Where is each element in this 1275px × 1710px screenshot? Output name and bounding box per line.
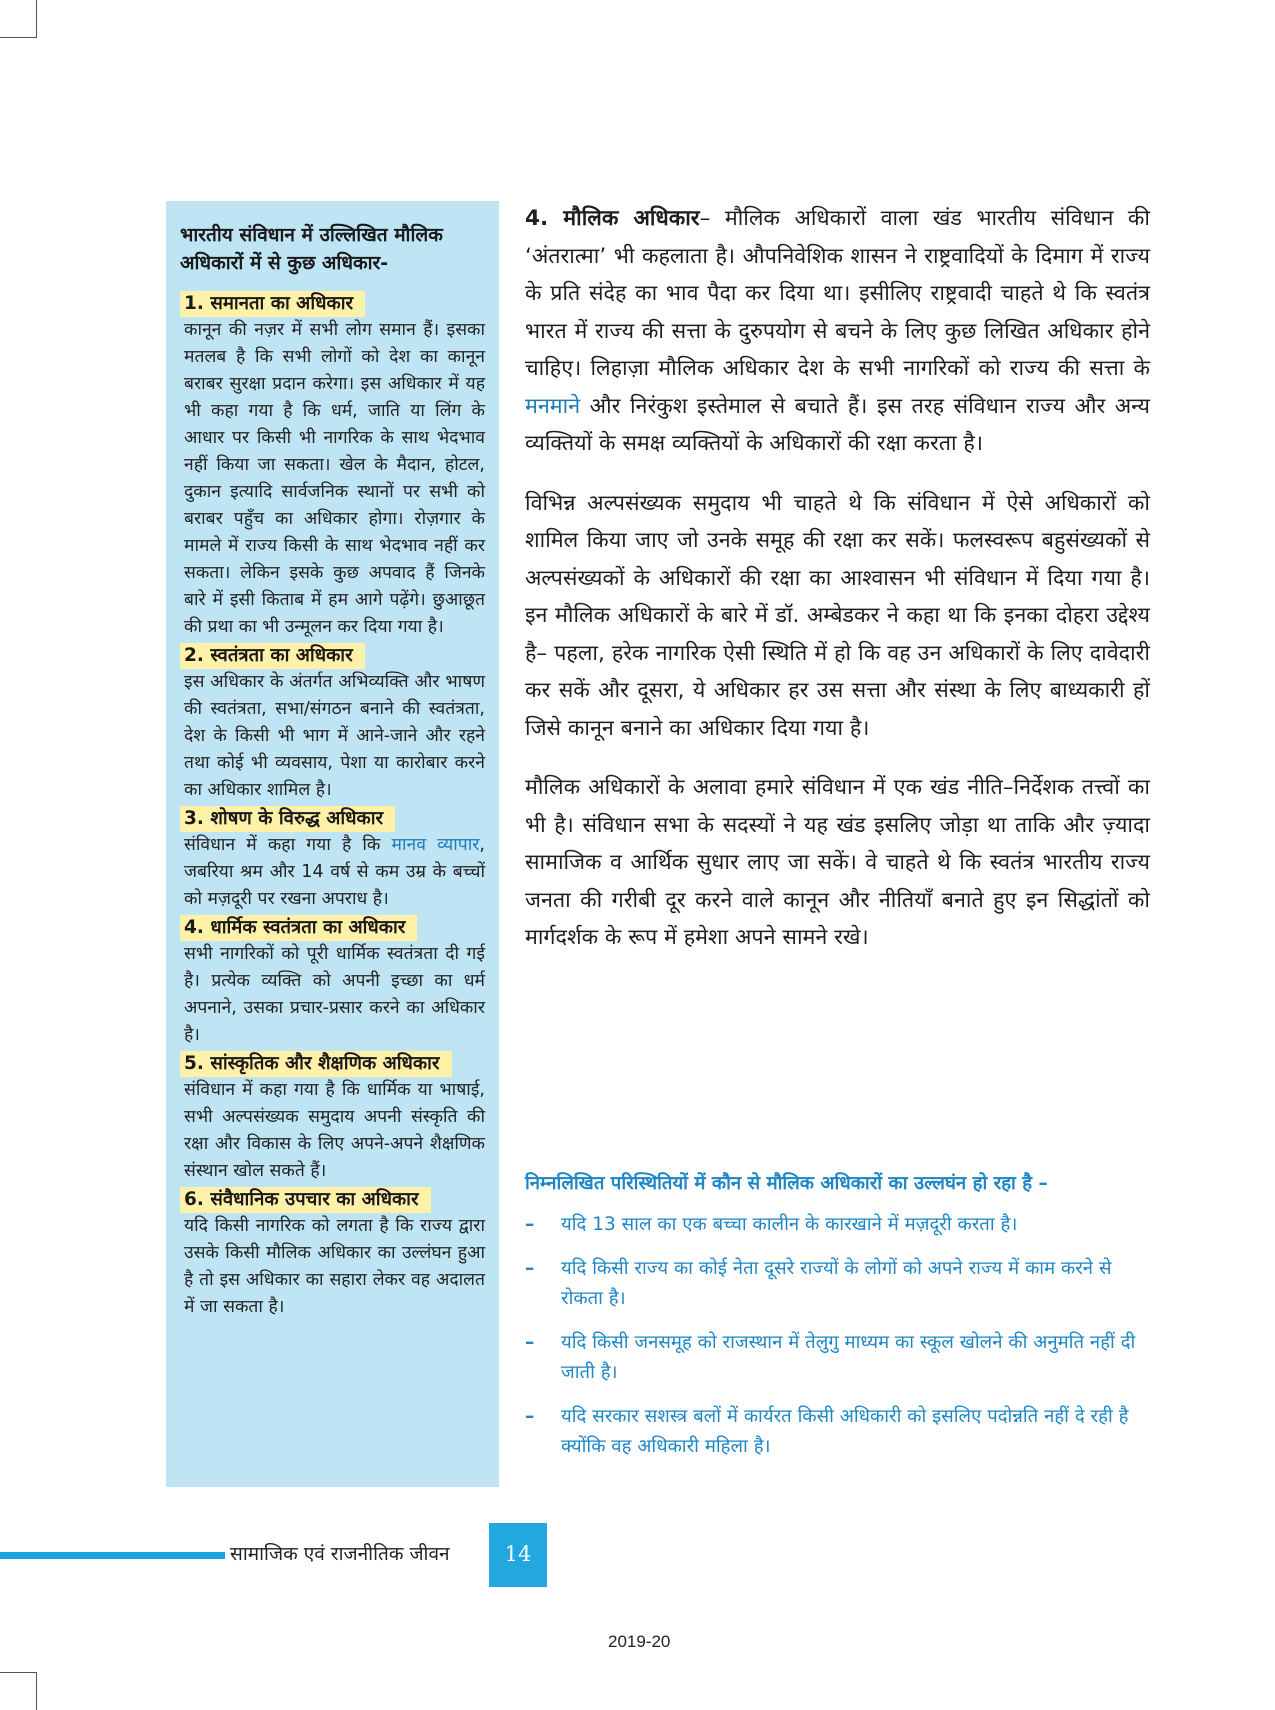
paragraph-directive-principles: मौलिक अधिकारों के अलावा हमारे संविधान में एक खंड नीति–निर्देशक तत्त्वों का भी है। संविधान सभा के सदस्यों ने यह खंड इसलिए जोड़ा था ताकि और ज़्यादा सामाजिक व आर्थिक सुधार लाए जा सकें। वे चाहते थे कि स्वतंत्र भारतीय राज्य जनता की गरीबी दूर करने वाले कानून और नीतियाँ बनाते हुए इन सिद्धांतों को मार्गदर्शक के रूप में हमेशा अपने सामने रखे। <box>525 775 1150 950</box>
right-text: इस अधिकार के अंतर्गत अभिव्यक्ति और भाषण की स्वतंत्रता, सभा/संगठन बनाने की स्वतंत्रता, देश के किसी भी भाग में आने-जाने और रहने तथा कोई भी व्यवसाय, पेशा या कारोबार करने का अधिकार शामिल है। <box>184 672 485 800</box>
text-segment: संविधान में कहा गया है कि <box>184 835 392 855</box>
right-item <box>180 643 485 804</box>
right-item <box>180 291 485 641</box>
main-body <box>525 200 1150 979</box>
glossary-link[interactable]: मानव व्यापार <box>391 835 480 855</box>
right-text: यदि किसी नागरिक को लगता है कि राज्य द्वारा उसके किसी मौलिक अधिकार का उल्लंघन हुआ है तो इस अधिकार का सहारा लेकर वह अदालत में जा सकता है। <box>184 1216 485 1317</box>
right-heading: 2. स्वतंत्रता का अधिकार <box>180 643 365 669</box>
right-heading: 3. शोषण के विरुद्ध अधिकार <box>180 806 395 832</box>
paragraph-fundamental-rights <box>525 200 1150 463</box>
right-text: सभी नागरिकों को पूरी धार्मिक स्वतंत्रता दी गई है। प्रत्येक व्यक्ति को अपनी इच्छा का धर्म अपनाने, उसका प्रचार-प्रसार करने का अधिकार है। <box>184 944 485 1045</box>
right-text <box>184 832 485 913</box>
crop-mark-bottom <box>36 1672 37 1710</box>
exercise-question: निम्नलिखित परिस्थितियों में कौन से मौलिक अधिकारों का उल्लघंन हो रहा है – <box>525 1173 1048 1194</box>
text-segment: – मौलिक अधिकारों वाला खंड भारतीय संविधान की ‘अंतरात्मा’ भी कहलाता है। औपनिवेशिक शासन ने राष्ट्रवादियों के दिमाग में राज्य के प्रति संदेह का भाव पैदा कर दिया था। इसीलिए राष्ट्रवादी चाहते थे कि स्वतंत्र भारत में राज्य की सत्ता के दुरुपयोग से बचने के लिए कुछ लिखित अधिकार होने चाहिए। लिहाज़ा मौलिक अधिकार देश के सभी नागरिकों को राज्य की सत्ता के <box>525 206 1150 381</box>
right-item <box>180 915 485 1049</box>
dash-bullet: – <box>525 1258 535 1279</box>
glossary-link[interactable]: मनमाने <box>525 393 581 419</box>
section-heading: 4. मौलिक अधिकार <box>525 206 700 231</box>
right-heading: 5. सांस्कृतिक और शैक्षणिक अधिकार <box>180 1051 452 1077</box>
crop-mark-top-h <box>0 37 37 38</box>
book-title: सामाजिक एवं राजनीतिक जीवन <box>230 1543 450 1565</box>
paragraph-minorities: विभिन्न अल्पसंख्यक समुदाय भी चाहते थे कि संविधान में ऐसे अधिकारों को शामिल किया जाए जो उनके समूह की रक्षा कर सकें। फलस्वरूप बहुसंख्यकों से अल्पसंख्यकों के अधिकारों की रक्षा का आश्वासन भी संविधान में दिया गया है। इन मौलिक अधिकारों के बारे में डॉ. अम्बेडकर ने कहा था कि इनका दोहरा उद्देश्य है– पहला, हरेक नागरिक ऐसी स्थिति में हो कि वह उन अधिकारों के लिए दावेदारी कर सकें और दूसरा, ये अधिकार हर उस सत्ता और संस्था के लिए बाध्यकारी हों जिसे कानून बनाने का अधिकार दिया गया है। <box>525 490 1150 741</box>
right-heading: 1. समानता का अधिकार <box>180 291 365 317</box>
right-item <box>180 806 485 913</box>
exercise-item <box>525 1210 1145 1240</box>
right-heading: 4. धार्मिक स्वतंत्रता का अधिकार <box>180 915 417 941</box>
right-heading: 6. संवैधानिक उपचार का अधिकार <box>180 1187 431 1213</box>
dash-bullet: – <box>525 1214 535 1235</box>
text-segment: और निरंकुश इस्तेमाल से बचाते हैं। इस तरह संविधान राज्य और अन्य व्यक्तियों के समक्ष व्यक्तियों के अधिकारों की रक्षा करता है। <box>525 393 1150 456</box>
sidebar-title: भारतीय संविधान में उल्लिखित मौलिक अधिकारों में से कुछ अधिकार- <box>180 224 443 274</box>
exercise-item-text: यदि किसी जनसमूह को राजस्थान में तेलुगु माध्यम का स्कूल खोलने की अनुमति नहीं दी जाती है। <box>561 1332 1136 1383</box>
rights-sidebar <box>166 201 499 1487</box>
dash-bullet: – <box>525 1406 535 1427</box>
dash-bullet: – <box>525 1332 535 1353</box>
right-text: कानून की नज़र में सभी लोग समान हैं। इसका मतलब है कि सभी लोगों को देश का कानून बराबर सुरक्षा प्रदान करेगा। इस अधिकार में यह भी कहा गया है कि धर्म, जाति या लिंग के आधार पर किसी भी नागरिक के साथ भेदभाव नहीं किया जा सकता। खेल के मैदान, होटल, दुकान इत्यादि सार्वजनिक स्थानों पर सभी को बराबर पहुँच का अधिकार होगा। रोज़गार के मामले में राज्य किसी के साथ भेदभाव नहीं कर सकता। लेकिन इसके कुछ अपवाद हैं जिनके बारे में इसी किताब में हम आगे पढ़ेंगे। छुआछूत की प्रथा का भी उन्मूलन कर दिया गया है। <box>184 320 485 637</box>
exercise-item-text: यदि किसी राज्य का कोई नेता दूसरे राज्यों के लोगों को अपने राज्य में काम करने से रोकता है। <box>561 1258 1112 1309</box>
text-segment: , जबरिया श्रम और 14 वर्ष से कम उम्र के बच्चों को मज़दूरी पर रखना अपराध है। <box>184 835 485 909</box>
footer-bar <box>0 1552 225 1559</box>
exercise-box <box>525 1170 1145 1476</box>
crop-mark-bottom-h <box>0 1672 37 1673</box>
right-item <box>180 1187 485 1321</box>
exercise-item-text: यदि 13 साल का एक बच्चा कालीन के कारखाने में मज़दूरी करता है। <box>561 1214 1018 1235</box>
exercise-item <box>525 1254 1145 1314</box>
exercise-item <box>525 1328 1145 1388</box>
edition-year: 2019-20 <box>608 1632 671 1651</box>
crop-mark-top <box>36 0 37 38</box>
right-item <box>180 1051 485 1185</box>
right-text: संविधान में कहा गया है कि धार्मिक या भाषाई, सभी अल्पसंख्यक समुदाय अपनी संस्कृति की रक्षा और विकास के लिए अपने-अपने शैक्षणिक संस्थान खोल सकते हैं। <box>184 1080 485 1181</box>
exercise-item <box>525 1402 1145 1462</box>
exercise-item-text: यदि सरकार सशस्त्र बलों में कार्यरत किसी अधिकारी को इसलिए पदोन्नति नहीं दे रही है क्योंकि वह अधिकारी महिला है। <box>561 1406 1129 1457</box>
page-number: 14 <box>489 1523 547 1587</box>
